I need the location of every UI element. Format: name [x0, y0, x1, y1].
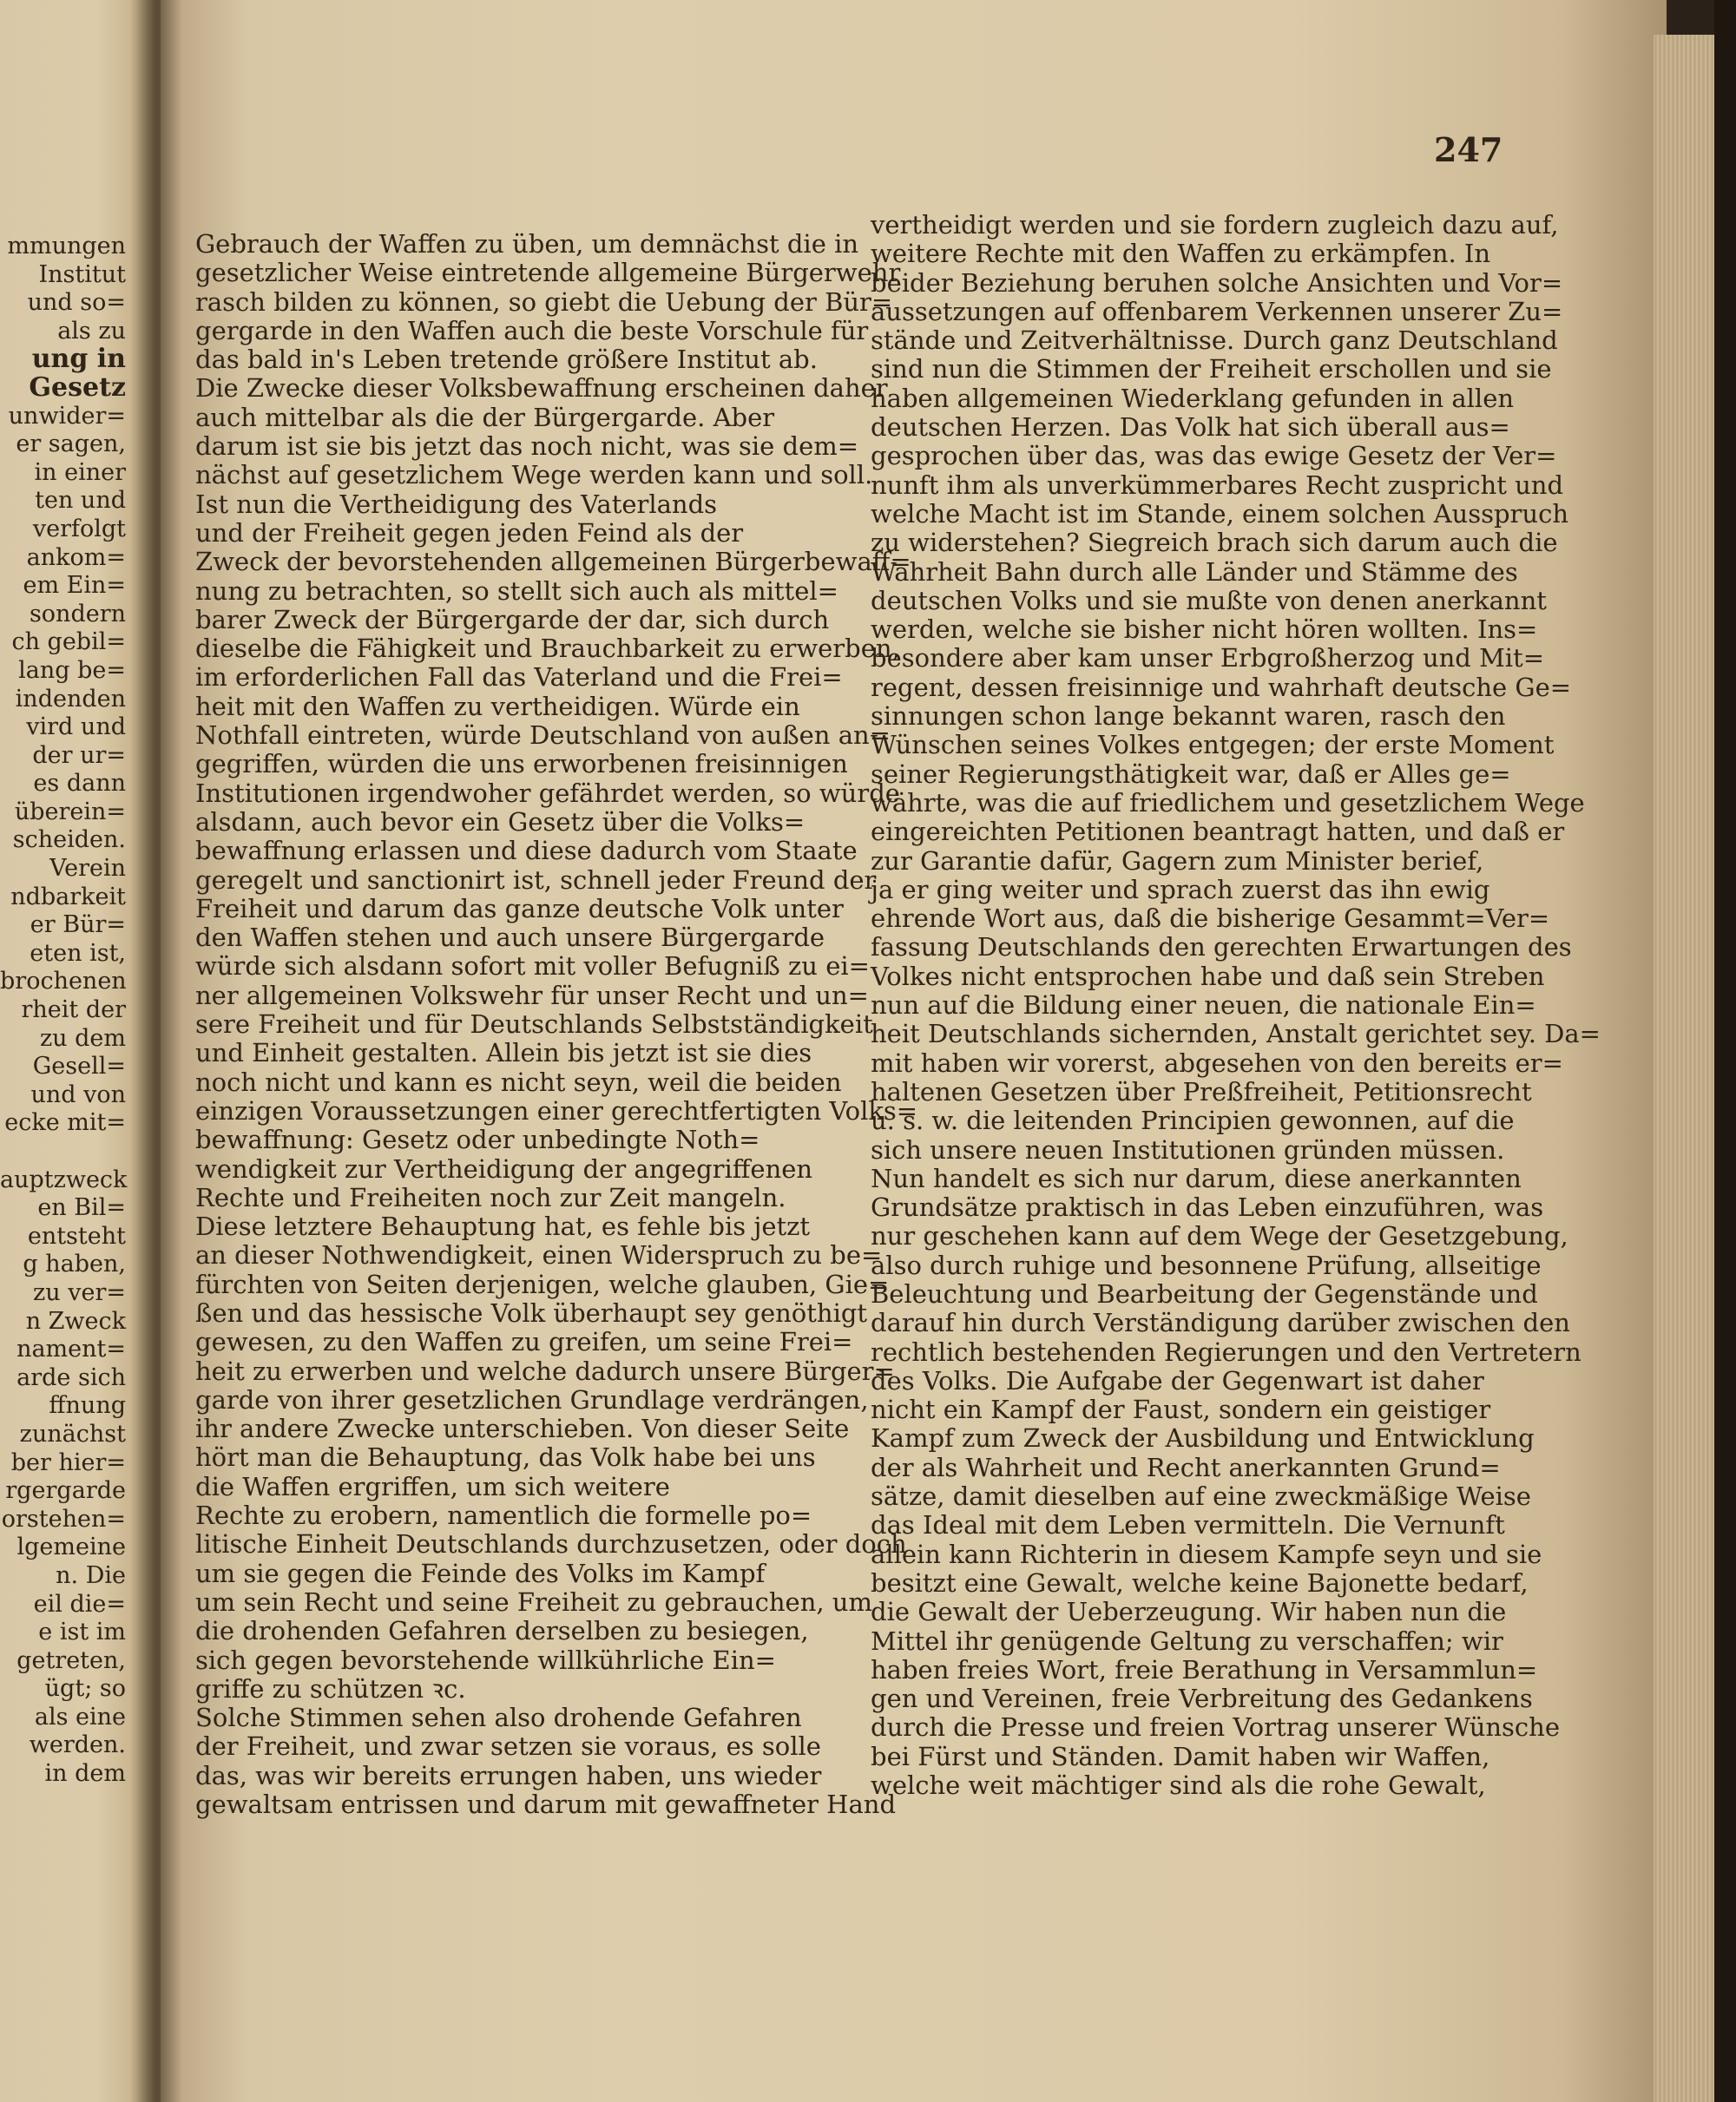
text-line: also durch ruhige und besonnene Prüfung, allseitige — [871, 1250, 1542, 1280]
text-line: gewesen, zu den Waffen zu greifen, um seine Frei= — [195, 1327, 853, 1357]
margin-line: verfolgt — [32, 515, 126, 542]
text-line: sich unsere neuen Institutionen gründen müssen. — [871, 1134, 1505, 1165]
book-gutter — [130, 0, 182, 2102]
text-line: an dieser Nothwendigkeit, einen Widerspruch zu be= — [195, 1240, 883, 1271]
margin-line: em Ein= — [23, 572, 126, 600]
text-line: garde von ihrer gesetzlichen Grundlage verdrängen, — [195, 1384, 869, 1415]
text-line: barer Zweck der Bürgergarde der dar, sich durch — [195, 604, 830, 634]
margin-line: ffnung — [49, 1392, 126, 1420]
text-line: das bald in's Leben tretende größere Institut ab. — [195, 345, 818, 375]
text-line: ehrende Wort aus, daß die bisherige Gesammt=Ver= — [871, 903, 1550, 934]
text-line: zu widerstehen? Siegreich brach sich darum auch die — [871, 528, 1558, 558]
text-line: einzigen Voraussetzungen einer gerechtfertigten Volks= — [195, 1095, 918, 1126]
text-line: Rechte zu erobern, namentlich die formelle po= — [195, 1501, 812, 1531]
text-line: wendigkeit zur Vertheidigung der angegriffenen — [195, 1153, 813, 1184]
margin-line: n Zweck — [25, 1307, 126, 1335]
margin-line: rheit der — [21, 996, 126, 1024]
text-line: durch die Presse und freien Vortrag unserer Wünsche — [871, 1712, 1561, 1743]
margin-line: der ur= — [32, 741, 126, 769]
margin-line: als eine — [34, 1703, 126, 1731]
text-line: die Gewalt der Ueberzeugung. Wir haben nun die — [871, 1597, 1507, 1627]
text-line: Institutionen irgendwoher gefährdet werden, so würde — [195, 778, 900, 808]
text-line: gegriffen, würden die uns erworbenen freisinnigen — [195, 749, 848, 779]
text-line: nicht ein Kampf der Faust, sondern ein geistiger — [871, 1395, 1491, 1425]
margin-line: eil die= — [33, 1590, 126, 1618]
text-line: ner allgemeinen Volkswehr für unser Recht und un= — [195, 980, 869, 1010]
text-line: Rechte und Freiheiten noch zur Zeit mangeln. — [195, 1182, 786, 1212]
text-line: Die Zwecke dieser Volksbewaffnung erscheinen daher — [195, 373, 888, 404]
left-page-text-fragments — [0, 233, 126, 1789]
text-line: bewaffnung erlassen und diese dadurch vom Staate — [195, 836, 858, 866]
text-line: Diese letztere Behauptung hat, es fehle bis jetzt — [195, 1212, 811, 1242]
text-line: sich gegen bevorstehende willkührliche Ein= — [195, 1645, 776, 1675]
text-line: zur Garantie dafür, Gagern zum Minister berief, — [871, 845, 1484, 876]
text-line: währte, was die auf friedlichem und gesetzlichem Wege — [871, 787, 1585, 818]
margin-line: ch gebil= — [11, 628, 126, 656]
text-line: sind nun die Stimmen der Freiheit erschollen und sie — [871, 354, 1552, 384]
text-line: deutschen Herzen. Das Volk hat sich überall aus= — [871, 412, 1510, 443]
text-line: gen und Vereinen, freie Verbreitung des Gedankens — [871, 1684, 1533, 1714]
text-column-2 — [871, 210, 1601, 1801]
text-line: vertheidigt werden und sie fordern zugleich dazu auf, — [871, 210, 1559, 240]
margin-line — [0, 1138, 126, 1166]
text-line: Gebrauch der Waffen zu üben, um demnächst die in — [195, 229, 859, 259]
text-line: allein kann Richterin in diesem Kampfe seyn und sie — [871, 1539, 1542, 1569]
margin-line: auptzweck — [0, 1166, 128, 1193]
text-line: bewaffnung: Gesetz oder unbedingte Noth= — [195, 1125, 760, 1155]
text-line: gesprochen über das, was das ewige Gesetz der Ver= — [871, 441, 1557, 471]
text-line: nur geschehen kann auf dem Wege der Gesetzgebung, — [871, 1221, 1568, 1251]
text-line: seiner Regierungsthätigkeit war, daß er Alles ge= — [871, 759, 1511, 789]
text-line: des Volks. Die Aufgabe der Gegenwart ist daher — [871, 1365, 1484, 1396]
margin-line: vird und — [26, 713, 126, 741]
margin-line: ber hier= — [10, 1448, 126, 1476]
text-line: das Ideal mit dem Leben vermitteln. Die Vernunft — [871, 1510, 1505, 1540]
margin-line: ügt; so — [44, 1675, 126, 1703]
text-line: heit mit den Waffen zu vertheidigen. Würde ein — [195, 691, 800, 721]
margin-line: scheiden. — [12, 826, 126, 854]
margin-line: indenden — [15, 685, 126, 713]
text-line: gewaltsam entrissen und darum mit gewaffneter Hand — [195, 1790, 897, 1820]
text-line: ßen und das hessische Volk überhaupt sey genöthigt — [195, 1297, 868, 1328]
text-line: darauf hin durch Verständigung darüber zwischen den — [871, 1308, 1570, 1338]
text-line: Ist nun die Vertheidigung des Vaterlands — [195, 489, 718, 519]
text-line: rasch bilden zu können, so giebt die Uebung der Bür= — [195, 286, 893, 317]
page-number: 247 — [1434, 130, 1503, 169]
text-line: darum ist sie bis jetzt das noch nicht, was sie dem= — [195, 431, 859, 462]
margin-line: zu ver= — [33, 1278, 126, 1306]
text-line: haltenen Gesetzen über Preßfreiheit, Petitionsrecht — [871, 1076, 1532, 1107]
text-line: den Waffen stehen und auch unsere Bürgergarde — [195, 923, 825, 953]
background-edge — [1714, 0, 1736, 2102]
text-line: Volkes nicht entsprochen habe und daß sein Streben — [871, 961, 1545, 991]
margin-line: n. Die — [56, 1561, 126, 1589]
margin-line: Verein — [49, 855, 126, 883]
margin-line: unwider= — [8, 402, 126, 430]
text-line: eingereichten Petitionen beantragt hatten, und daß er — [871, 817, 1565, 847]
text-line: auch mittelbar als die der Bürgergarde. Aber — [195, 402, 775, 432]
margin-line: es dann — [33, 770, 126, 798]
margin-line: g haben, — [23, 1251, 126, 1278]
text-line: im erforderlichen Fall das Vaterland und die Frei= — [195, 662, 843, 693]
text-line: würde sich alsdann sofort mit voller Befugniß zu ei= — [195, 951, 870, 982]
text-line: Kampf zum Zweck der Ausbildung und Entwicklung — [871, 1423, 1535, 1454]
text-line: werden, welche sie bisher nicht hören wollten. Ins= — [871, 614, 1538, 645]
margin-line: en Bil= — [37, 1194, 126, 1222]
text-line: Nothfall eintreten, würde Deutschland von außen an= — [195, 720, 891, 751]
margin-line: in einer — [34, 458, 126, 486]
text-line: deutschen Volks und sie mußte von denen anerkannt — [871, 585, 1547, 615]
text-line: gergarde in den Waffen auch die beste Vorschule für — [195, 315, 869, 345]
text-line: noch nicht und kann es nicht seyn, weil die beiden — [195, 1067, 842, 1097]
text-line: sätze, damit dieselben auf eine zweckmäßige Weise — [871, 1481, 1531, 1512]
text-line: Mittel ihr genügende Geltung zu verschaffen; wir — [871, 1626, 1503, 1656]
text-line: u. s. w. die leitenden Principien gewonnen, auf die — [871, 1106, 1515, 1136]
text-line: welche Macht ist im Stande, einem solchen Ausspruch — [871, 498, 1568, 529]
text-line: die Waffen ergriffen, um sich weitere — [195, 1471, 670, 1501]
margin-line: Institut — [38, 260, 126, 288]
text-line: Beleuchtung und Bearbeitung der Gegenstände und — [871, 1278, 1538, 1309]
text-line: mit haben wir vorerst, abgesehen von den bereits er= — [871, 1048, 1563, 1078]
text-line: ja er ging weiter und sprach zuerst das ihn ewig — [871, 874, 1490, 904]
text-line: dieselbe die Fähigkeit und Brauchbarkeit zu erwerben, — [195, 634, 900, 664]
text-line: beider Beziehung beruhen solche Ansichten und Vor= — [871, 267, 1563, 298]
margin-line: getreten, — [16, 1646, 126, 1674]
text-line: nung zu betrachten, so stellt sich auch als mittel= — [195, 575, 838, 606]
text-line: besondere aber kam unser Erbgroßherzog und Mit= — [871, 643, 1545, 673]
text-line: und Einheit gestalten. Allein bis jetzt ist sie dies — [195, 1038, 812, 1068]
margin-line: nament= — [16, 1336, 126, 1363]
text-line: gesetzlicher Weise eintretende allgemeine Bürgerwehr — [195, 258, 901, 288]
text-line: Freiheit und darum das ganze deutsche Volk unter — [195, 893, 844, 923]
text-line: haben allgemeinen Wiederklang gefunden in allen — [871, 383, 1515, 413]
margin-line: sondern — [29, 600, 126, 627]
margin-line: orstehen= — [1, 1505, 126, 1533]
text-line: heit Deutschlands sichernden, Anstalt gerichtet sey. Da= — [871, 1019, 1601, 1049]
text-line: weitere Rechte mit den Waffen zu erkämpfen. In — [871, 239, 1491, 269]
text-line: geregelt und sanctionirt ist, schnell jeder Freund der — [195, 864, 877, 895]
margin-line: werden. — [29, 1731, 126, 1759]
margin-line: ecke mit= — [4, 1109, 126, 1137]
margin-line: als zu — [57, 317, 126, 345]
text-line: Solche Stimmen sehen also drohende Gefahren — [195, 1703, 802, 1733]
text-line: um sein Recht und seine Freiheit zu gebrauchen, um — [195, 1586, 872, 1617]
text-line: sere Freiheit und für Deutschlands Selbstständigkeit — [195, 1009, 873, 1040]
text-line: um sie gegen die Feinde des Volks im Kampf — [195, 1558, 766, 1588]
text-line: Zweck der bevorstehenden allgemeinen Bürgerbewaff= — [195, 547, 911, 577]
margin-line: entsteht — [27, 1222, 126, 1250]
text-line: stände und Zeitverhältnisse. Durch ganz Deutschland — [871, 325, 1558, 356]
text-line: fassung Deutschlands den gerechten Erwartungen des — [871, 932, 1572, 962]
text-line: bei Fürst und Ständen. Damit haben wir Waffen, — [871, 1741, 1490, 1771]
margin-line: rgergarde — [5, 1477, 126, 1505]
text-line: Wahrheit Bahn durch alle Länder und Stämme des — [871, 556, 1518, 587]
text-line: nun auf die Bildung einer neuen, die nationale Ein= — [871, 990, 1536, 1021]
text-line: der Freiheit, und zwar setzen sie voraus, es solle — [195, 1731, 821, 1762]
margin-line: brochenen — [0, 968, 127, 995]
text-line: sinnungen schon lange bekannt waren, rasch den — [871, 701, 1506, 732]
margin-line: überein= — [14, 798, 126, 825]
margin-line: lgemeine — [16, 1534, 126, 1561]
margin-line: lang be= — [18, 656, 126, 684]
text-line: Grundsätze praktisch in das Leben einzuführen, was — [871, 1192, 1544, 1223]
margin-line: Gesetz — [29, 371, 126, 403]
text-line: alsdann, auch bevor ein Gesetz über die Volks= — [195, 806, 806, 837]
text-line: nächst auf gesetzlichem Wege werden kann und soll. — [195, 460, 873, 490]
text-column-1 — [195, 229, 918, 1820]
text-line: hört man die Behauptung, das Volk habe bei uns — [195, 1442, 816, 1473]
text-line: regent, dessen freisinnige und wahrhaft deutsche Ge= — [871, 672, 1572, 702]
text-line: griffe zu schützen ꝛc. — [195, 1673, 466, 1704]
margin-line: Gesell= — [32, 1053, 126, 1081]
margin-line: in dem — [44, 1760, 126, 1788]
text-line: Wünschen seines Volkes entgegen; der erste Moment — [871, 730, 1555, 760]
text-line: ihr andere Zwecke unterschieben. Von dieser Seite — [195, 1414, 850, 1444]
margin-line: arde sich — [16, 1363, 126, 1391]
text-line: rechtlich bestehenden Regierungen und den Vertretern — [871, 1337, 1581, 1367]
margin-line: zu dem — [39, 1024, 126, 1052]
text-line: Nun handelt es sich nur darum, diese anerkannten — [871, 1163, 1522, 1193]
text-line: litische Einheit Deutschlands durchzusetzen, oder doch — [195, 1529, 907, 1560]
text-line: welche weit mächtiger sind als die rohe Gewalt, — [871, 1770, 1486, 1801]
text-line: heit zu erwerben und welche dadurch unsere Bürger= — [195, 1356, 895, 1386]
text-line: das, was wir bereits errungen haben, uns wieder — [195, 1760, 822, 1790]
margin-line: er sagen, — [16, 430, 126, 458]
margin-line: ndbarkeit — [10, 883, 126, 910]
text-line: aussetzungen auf offenbarem Verkennen unserer Zu= — [871, 296, 1563, 326]
margin-line: mmungen — [7, 233, 126, 259]
text-line: der als Wahrheit und Recht anerkannten Grund= — [871, 1452, 1501, 1482]
margin-line: ung in — [31, 344, 126, 375]
margin-line: und von — [30, 1081, 126, 1108]
margin-line: e ist im — [38, 1619, 126, 1646]
text-line: nunft ihm als unverkümmerbares Recht zuspricht und — [871, 470, 1564, 500]
margin-line: ten und — [35, 487, 126, 515]
margin-line: ankom= — [26, 543, 126, 571]
margin-line: er Bür= — [30, 911, 126, 939]
margin-line: und so= — [27, 289, 126, 317]
margin-line: eten ist, — [30, 939, 126, 967]
text-line: und der Freiheit gegen jeden Feind als der — [195, 517, 744, 548]
text-line: haben freies Wort, freie Berathung in Versammlun= — [871, 1654, 1538, 1685]
text-line: die drohenden Gefahren derselben zu besiegen, — [195, 1616, 809, 1646]
text-line: fürchten von Seiten derjenigen, welche glauben, Gie= — [195, 1269, 890, 1299]
text-line: besitzt eine Gewalt, welche keine Bajonette bedarf, — [871, 1567, 1529, 1598]
margin-line: zunächst — [19, 1420, 126, 1448]
